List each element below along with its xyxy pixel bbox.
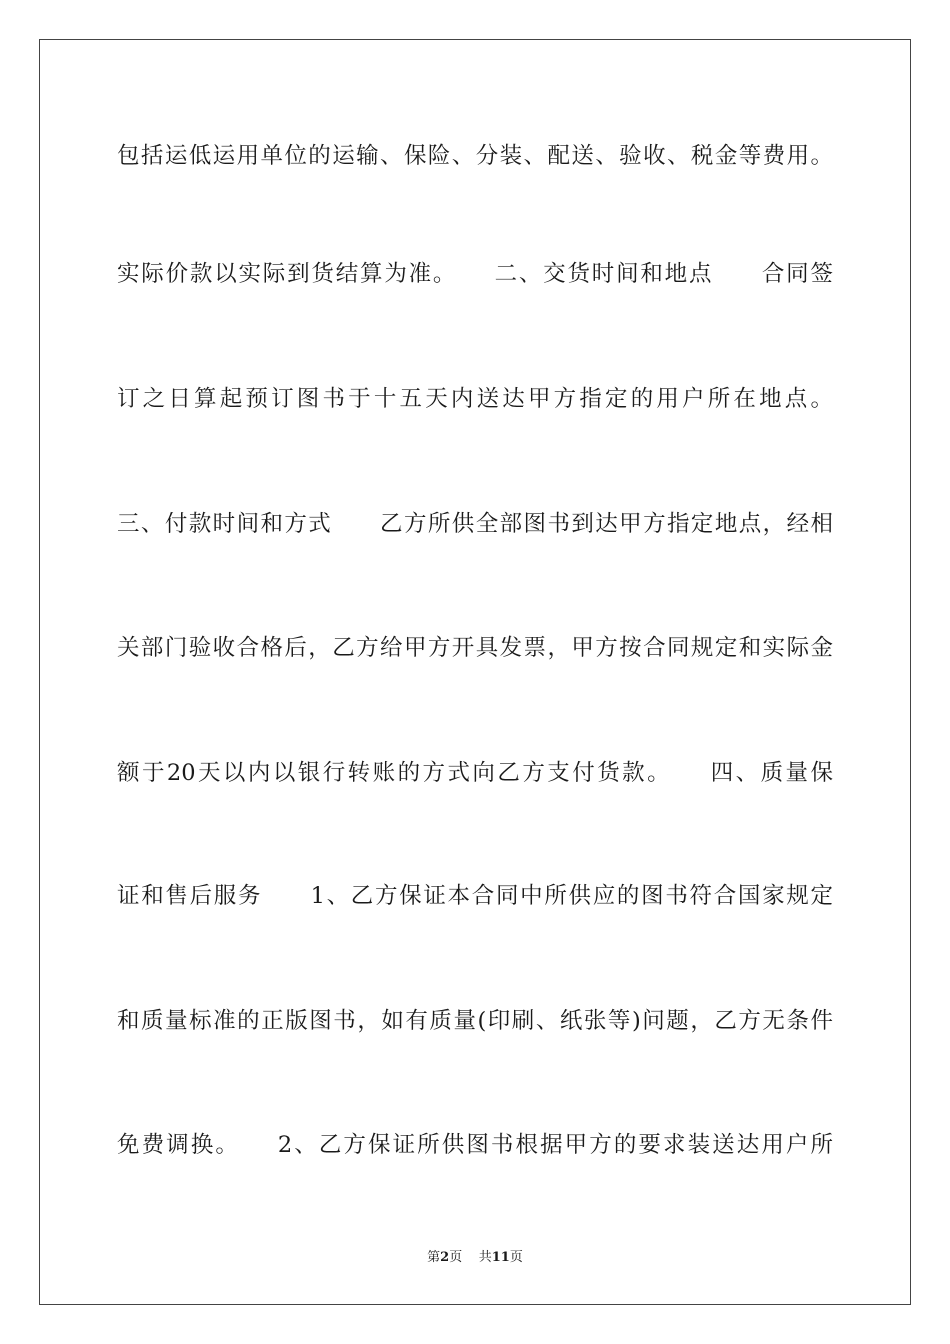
body-text-line: 实际价款以实际到货结算为准。 二、交货时间和地点 合同签: [117, 261, 833, 287]
body-text-line: 关部门验收合格后，乙方给甲方开具发票，甲方按合同规定和实际金: [117, 635, 833, 661]
total-label-suffix: 页: [509, 1250, 523, 1265]
body-text-line: 订之日算起预订图书于十五天内送达甲方指定的用户所在地点。: [117, 386, 833, 412]
body-text-line: 和质量标准的正版图书，如有质量(印刷、纸张等)问题，乙方无条件: [117, 1008, 833, 1034]
body-text-line: 三、付款时间和方式 乙方所供全部图书到达甲方指定地点，经相: [117, 511, 833, 537]
page-label-prefix: 第: [427, 1250, 441, 1265]
body-text-line: 额于20天以内以银行转账的方式向乙方支付货款。 四、质量保: [117, 760, 833, 786]
page-border: [39, 39, 911, 1305]
current-page-number: 2: [440, 1250, 450, 1265]
body-text-line: 包括运低运用单位的运输、保险、分装、配送、验收、税金等费用。: [117, 143, 833, 169]
total-page-count: 11: [491, 1250, 510, 1265]
total-label-prefix: 共: [478, 1250, 492, 1265]
body-text-line: 证和售后服务 1、乙方保证本合同中所供应的图书符合国家规定: [117, 883, 833, 909]
page-label-suffix: 页: [449, 1250, 463, 1265]
body-text-line: 免费调换。 2、乙方保证所供图书根据甲方的要求装送达用户所: [117, 1132, 833, 1158]
page-footer: [0, 1246, 950, 1265]
